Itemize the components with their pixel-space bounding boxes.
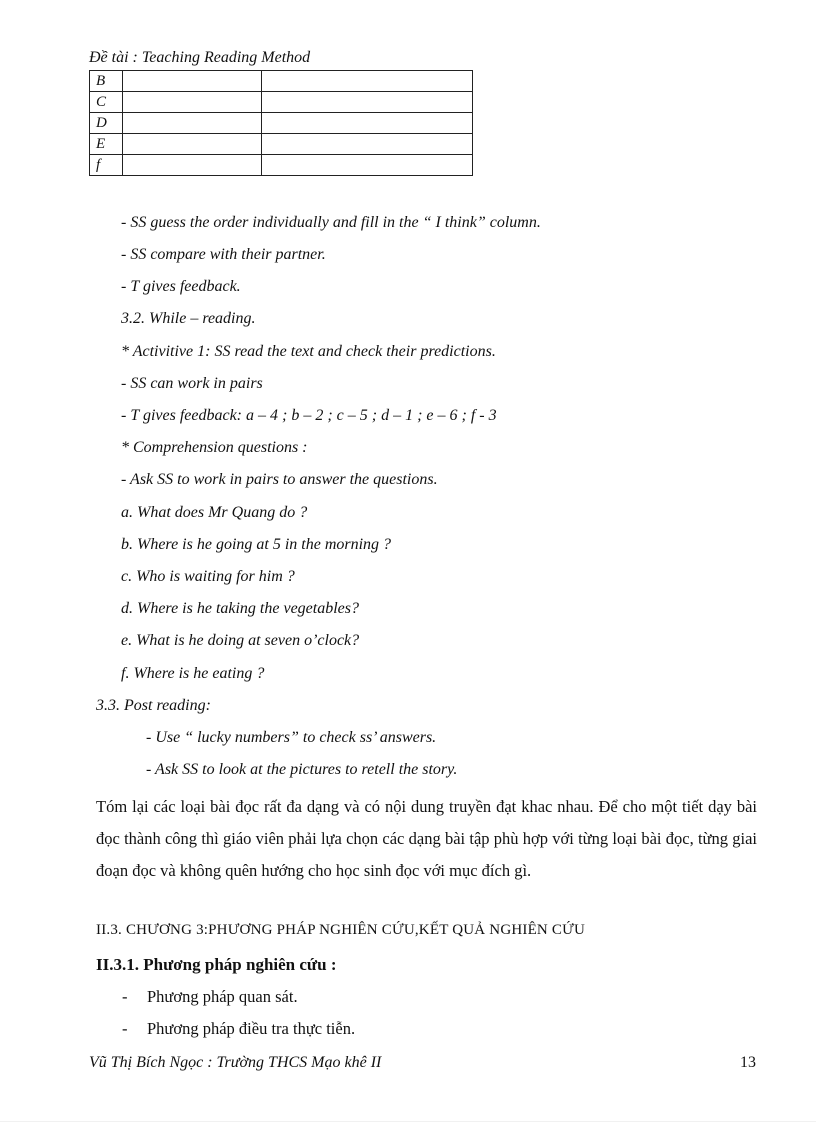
table-cell-letter: f bbox=[90, 155, 123, 176]
question-line: d. Where is he taking the vegetables? bbox=[121, 600, 359, 617]
summary-paragraph: Tóm lại các loại bài đọc rất đa dạng và có nội dung truyền đạt khac nhau. Để cho một tiết dạy bài đọc thành công thì giáo viên phải lựa chọn các dạng bài tập phù hợp với từng loại bài đọc, từng giai đoạn đọc và không quên hướng cho học sinh đọc với mục đích gì. bbox=[96, 797, 757, 880]
table-row bbox=[90, 113, 473, 134]
table-cell bbox=[262, 113, 473, 134]
table-cell-letter: E bbox=[90, 134, 123, 155]
activity-heading: * Comprehension questions : bbox=[121, 439, 308, 456]
subsection-heading: II.3.1. Phương pháp nghiên cứu : bbox=[96, 955, 337, 974]
question-line: e. What is he doing at seven o’clock? bbox=[121, 632, 360, 649]
instruction-line: - SS compare with their partner. bbox=[121, 246, 326, 263]
table-cell bbox=[123, 155, 262, 176]
table-cell bbox=[262, 134, 473, 155]
table-cell-letter: D bbox=[90, 113, 123, 134]
feedback-line: - T gives feedback: a – 4 ; b – 2 ; c – 5 ; d – 1 ; e – 6 ; f - 3 bbox=[121, 407, 497, 424]
bullet-dash: - bbox=[122, 987, 128, 1006]
instruction-line: - SS guess the order individually and fill in the “ I think” column. bbox=[121, 214, 541, 231]
table-cell bbox=[262, 71, 473, 92]
table-cell bbox=[262, 92, 473, 113]
activity-heading: * Activitive 1: SS read the text and check their predictions. bbox=[121, 343, 496, 360]
list-item-text: Phương pháp điều tra thực tiễn. bbox=[147, 1019, 356, 1038]
instruction-line: - Ask SS to work in pairs to answer the questions. bbox=[121, 471, 438, 488]
instruction-line: - SS can work in pairs bbox=[121, 375, 263, 392]
question-line: f. Where is he eating ? bbox=[121, 665, 265, 682]
instruction-line: - Ask SS to look at the pictures to retell the story. bbox=[146, 761, 458, 778]
table-row bbox=[90, 134, 473, 155]
table-row bbox=[90, 92, 473, 113]
page-footer: Vũ Thị Bích Ngọc : Trường THCS Mạo khê II bbox=[89, 1054, 382, 1071]
ordering-table bbox=[89, 70, 473, 176]
page-header: Đề tài : Teaching Reading Method bbox=[89, 49, 311, 66]
list-item-text: Phương pháp quan sát. bbox=[147, 987, 298, 1006]
table-row bbox=[90, 71, 473, 92]
table-cell bbox=[262, 155, 473, 176]
instruction-line: - Use “ lucky numbers” to check ss’ answers. bbox=[146, 729, 437, 746]
instruction-line: - T gives feedback. bbox=[121, 278, 241, 295]
stage-heading: 3.2. While – reading. bbox=[121, 310, 256, 327]
table-cell bbox=[123, 113, 262, 134]
table-cell bbox=[123, 92, 262, 113]
question-line: b. Where is he going at 5 in the morning ? bbox=[121, 536, 392, 553]
table-cell bbox=[123, 71, 262, 92]
question-line: c. Who is waiting for him ? bbox=[121, 568, 295, 585]
list-item bbox=[122, 1019, 355, 1039]
table-cell bbox=[123, 134, 262, 155]
table-cell-letter: C bbox=[90, 92, 123, 113]
question-line: a. What does Mr Quang do ? bbox=[121, 504, 308, 521]
page-edge-divider bbox=[0, 1121, 816, 1122]
page-number: 13 bbox=[740, 1054, 756, 1071]
list-item bbox=[122, 987, 298, 1007]
table-row bbox=[90, 155, 473, 176]
bullet-dash: - bbox=[122, 1019, 128, 1038]
table-cell-letter: B bbox=[90, 71, 123, 92]
stage-heading: 3.3. Post reading: bbox=[96, 697, 211, 714]
section-heading: II.3. CHƯƠNG 3:PHƯƠNG PHÁP NGHIÊN CỨU,KẾT QUẢ NGHIÊN CỨU bbox=[96, 922, 585, 938]
